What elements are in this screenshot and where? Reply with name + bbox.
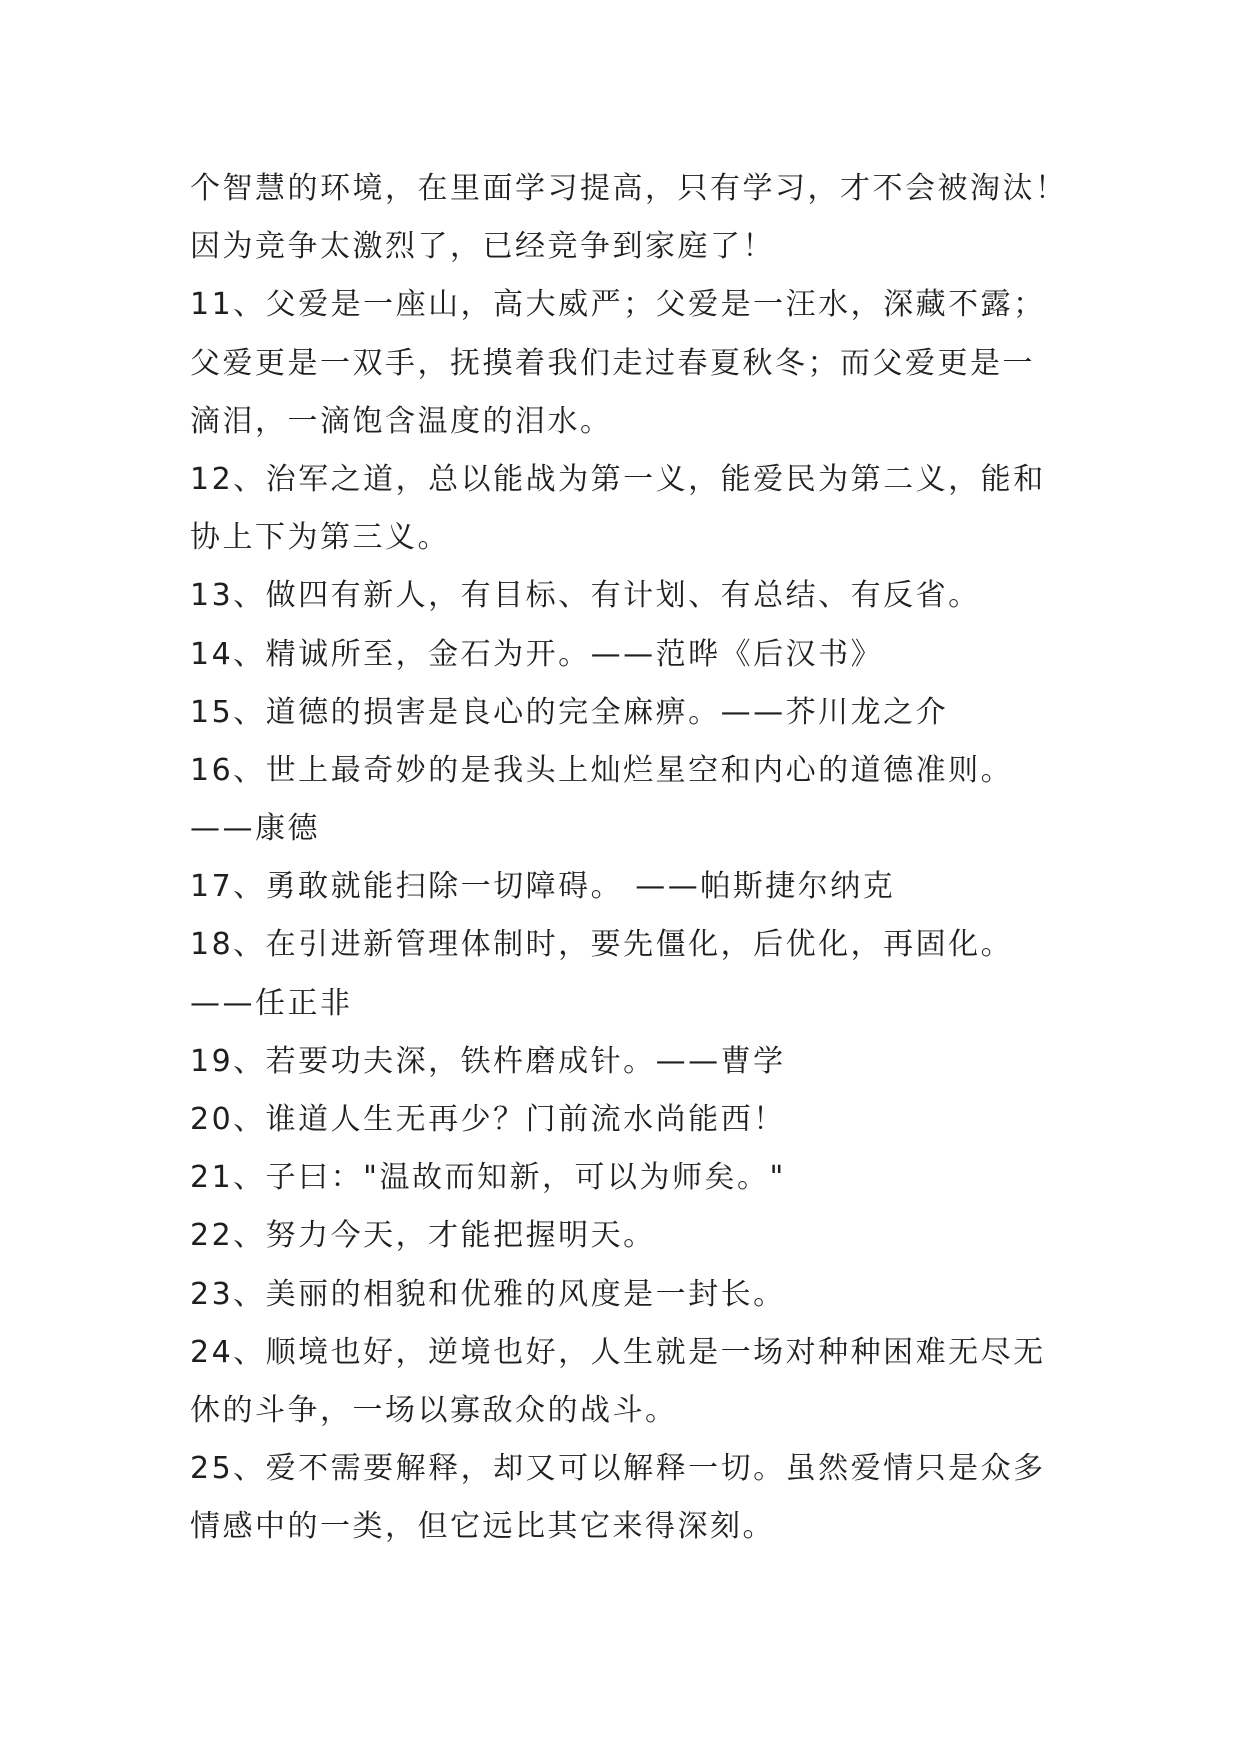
text-line: 19、若要功夫深，铁杵磨成针。——曹学 xyxy=(190,1043,786,1079)
text-line: 父爱更是一双手，抚摸着我们走过春夏秋冬；而父爱更是一 xyxy=(190,345,1035,381)
text-line: 情感中的一类，但它远比其它来得深刻。 xyxy=(190,1509,775,1545)
text-line: 个智慧的环境，在里面学习提高，只有学习，才不会被淘汰！ xyxy=(190,171,1068,206)
text-line: 17、勇敢就能扫除一切障碍。 ——帕斯捷尔纳克 xyxy=(190,869,896,905)
text-line: 25、爱不需要解释，却又可以解释一切。虽然爱情只是众多 xyxy=(190,1451,1046,1487)
document-body xyxy=(190,160,1068,1557)
text-line: ——康德 xyxy=(190,811,320,847)
text-line: 协上下为第三义。 xyxy=(190,520,450,556)
text-line: 13、做四有新人，有目标、有计划、有总结、有反省。 xyxy=(190,578,981,614)
text-line: 18、在引进新管理体制时，要先僵化，后优化，再固化。 xyxy=(190,927,1014,963)
text-line: 滴泪，一滴饱含温度的泪水。 xyxy=(190,403,613,439)
text-line: 24、顺境也好，逆境也好，人生就是一场对种种困难无尽无 xyxy=(190,1334,1046,1370)
text-line: 20、谁道人生无再少？门前流水尚能西！ xyxy=(190,1102,786,1137)
text-line: 22、努力今天，才能把握明天。 xyxy=(190,1218,656,1254)
text-line: 11、父爱是一座山，高大威严；父爱是一汪水，深藏不露； xyxy=(190,287,1046,323)
text-line: 因为竞争太激烈了，已经竞争到家庭了！ xyxy=(190,229,775,265)
text-line: 21、子曰："温故而知新，可以为师矣。" xyxy=(190,1160,786,1196)
text-line: 14、精诚所至，金石为开。——范晔《后汉书》 xyxy=(190,636,884,672)
text-line: ——任正非 xyxy=(190,985,353,1021)
text-line: 15、道德的损害是良心的完全麻痹。——芥川龙之介 xyxy=(190,694,949,730)
text-line: 休的斗争，一场以寡敌众的战斗。 xyxy=(190,1392,678,1428)
text-line: 16、世上最奇妙的是我头上灿烂星空和内心的道德准则。 xyxy=(190,752,1014,788)
text-line: 12、治军之道，总以能战为第一义，能爱民为第二义，能和 xyxy=(190,461,1046,497)
text-line: 23、美丽的相貌和优雅的风度是一封长。 xyxy=(190,1276,786,1312)
